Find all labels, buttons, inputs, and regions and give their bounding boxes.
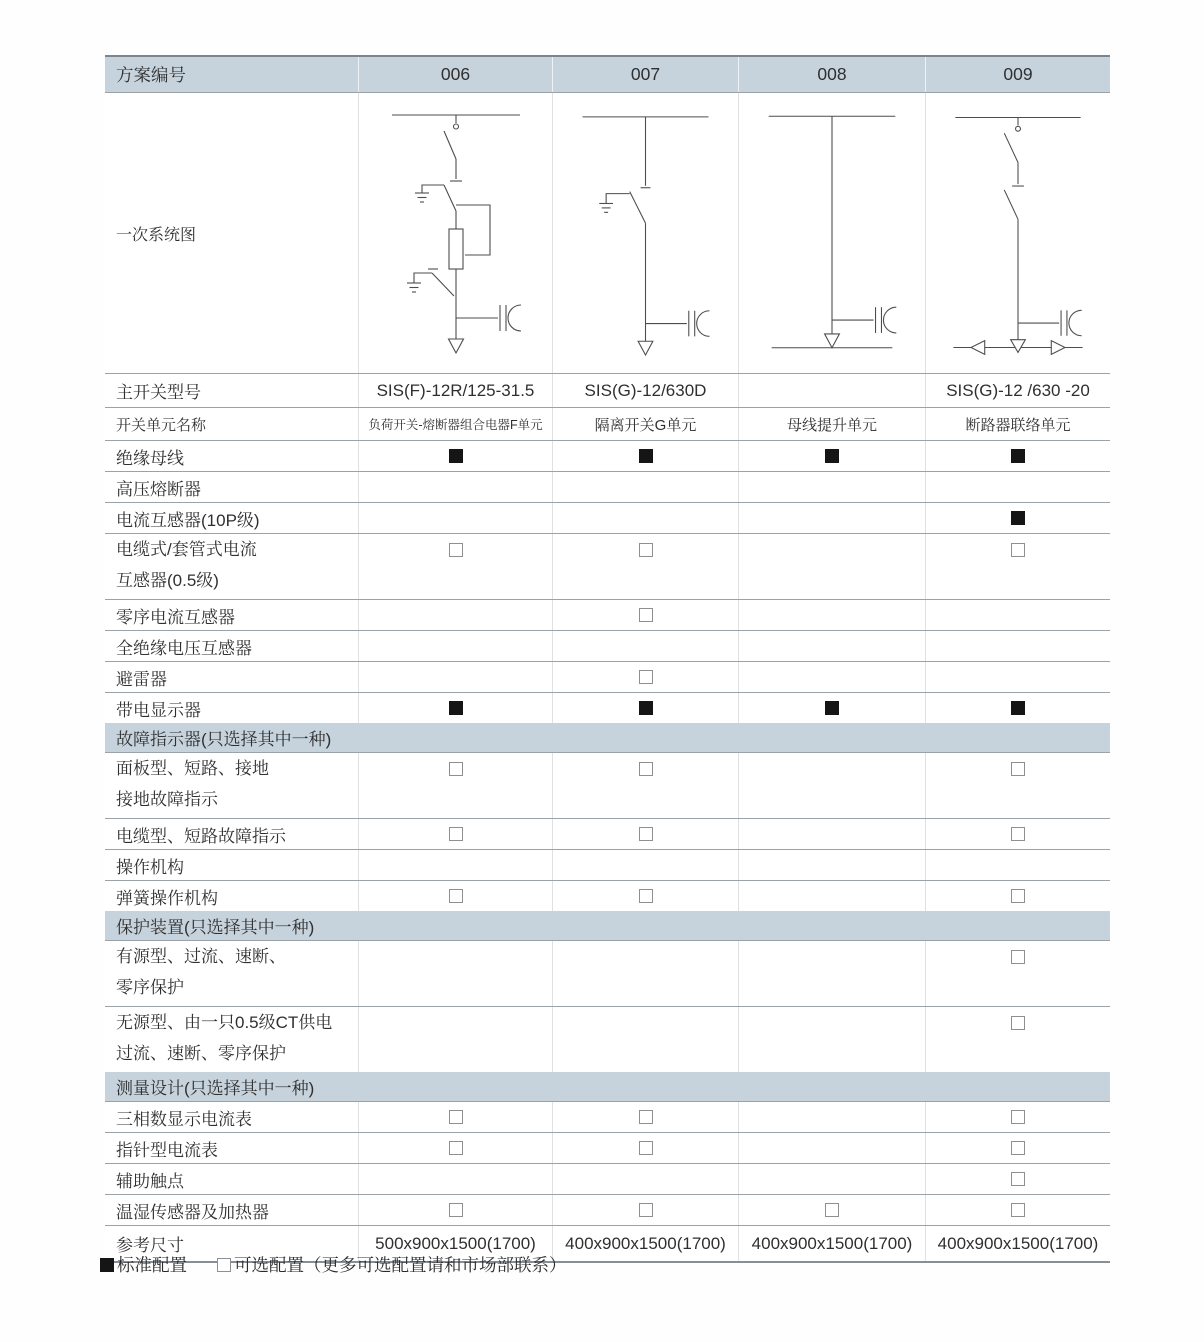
optional-config-icon [217,1258,231,1272]
optional-config-icon [449,1110,463,1124]
table-row [105,752,1110,818]
config-cell [358,1164,552,1194]
config-cell [552,753,738,818]
config-cell [738,534,925,599]
optional-config-icon [639,1203,653,1217]
table-row [105,661,1110,692]
standard-config-icon [1011,449,1025,463]
optional-config-icon [639,608,653,622]
row-label [105,1102,358,1132]
header-scheme-label: 方案编号 [116,65,186,85]
row-label-text: 电缆型、短路故障指示 [116,826,286,846]
config-cell [738,374,925,407]
row-label [105,1007,358,1072]
optional-config-icon [449,1141,463,1155]
row-label-text: 弹簧操作机构 [116,888,218,908]
section-label: 测量设计(只选择其中一种) [116,1079,315,1098]
row-label-text: 电缆式/套管式电流 [116,540,257,559]
config-cell [738,631,925,661]
header-col-008: 008 [738,57,925,92]
optional-config-label: 可选配置（更多可选配置请和市场部联系） [234,1255,567,1275]
row-label-text-line2: 零序保护 [116,978,184,997]
row-label-text: 避雷器 [116,669,167,689]
optional-config-icon [639,762,653,776]
config-cell [925,472,1110,502]
diagram-row-label: 一次系统图 [116,226,197,244]
header-col-007: 007 [552,57,738,92]
config-cell [552,1226,738,1261]
table-row [105,692,1110,723]
config-cell [358,850,552,880]
config-cell [738,693,925,723]
row-label [105,819,358,849]
cell-text: SIS(G)-12 /630 -20 [946,380,1090,400]
row-label [105,534,358,599]
row-label [105,941,358,1006]
config-cell [552,662,738,692]
table-row [105,849,1110,880]
section-label: 保护装置(只选择其中一种) [116,918,315,937]
row-label-text: 指针型电流表 [116,1140,218,1160]
config-cell [925,941,1110,1006]
config-cell [358,472,552,502]
optional-config-icon [639,543,653,557]
cell-text: 母线提升单元 [786,416,877,434]
config-cell [738,819,925,849]
config-cell [552,408,738,440]
row-label-text: 面板型、短路、接地 [116,759,269,778]
config-cell [738,408,925,440]
optional-config-icon [1011,950,1025,964]
table-row [105,880,1110,911]
config-cell [552,850,738,880]
config-cell [738,941,925,1006]
config-cell [925,881,1110,911]
config-cell [552,693,738,723]
config-cell [925,1164,1110,1194]
standard-config-icon [639,449,653,463]
config-cell [358,1007,552,1072]
one-line-diagram-006 [362,93,550,373]
cell-text: SIS(F)-12R/125-31.5 [376,380,535,400]
config-cell [358,408,552,440]
config-cell [925,1102,1110,1132]
config-cell [358,1133,552,1163]
config-cell [358,534,552,599]
row-label-text: 全绝缘电压互感器 [116,638,252,658]
standard-config-icon [1011,701,1025,715]
table-row [105,599,1110,630]
row-label [105,408,358,440]
config-cell [552,472,738,502]
row-label-text-line2: 接地故障指示 [116,790,218,809]
standard-config-icon [1011,511,1025,525]
config-cell [738,1195,925,1225]
config-cell [552,819,738,849]
legend [100,1252,567,1277]
table-row [105,940,1110,1006]
config-cell [738,1164,925,1194]
config-cell [552,1102,738,1132]
standard-config-icon [449,449,463,463]
config-cell [552,600,738,630]
row-label-text: 有源型、过流、速断、 [116,947,286,966]
config-cell [358,441,552,471]
config-cell [358,600,552,630]
optional-config-icon [1011,1141,1025,1155]
config-cell [925,1226,1110,1261]
config-cell [925,374,1110,407]
table-row [105,630,1110,661]
table-row [105,440,1110,471]
config-cell [358,1195,552,1225]
table-row [105,373,1110,407]
config-rows [105,373,1110,1261]
config-cell [738,753,925,818]
row-label-text: 带电显示器 [116,700,201,720]
row-label [105,753,358,818]
row-label [105,472,358,502]
config-cell [738,850,925,880]
row-label-text: 高压熔断器 [116,479,201,499]
cell-text: 400x900x1500(1700) [751,1233,913,1253]
row-label-text: 开关单元名称 [116,416,207,434]
row-label [105,441,358,471]
row-label-text: 电流互感器(10P级) [116,510,260,530]
row-label [105,693,358,723]
config-cell [925,441,1110,471]
optional-config-icon [1011,1110,1025,1124]
one-line-diagram-row [105,92,1110,373]
optional-config-icon [1011,762,1025,776]
row-label-text: 零序电流互感器 [116,607,235,627]
row-label [105,662,358,692]
row-label-text-line2: 互感器(0.5级) [116,571,219,590]
cell-text: 负荷开关-熔断器组合电器F单元 [368,418,543,432]
config-cell [925,1007,1110,1072]
config-cell [552,1164,738,1194]
table-row [105,533,1110,599]
optional-config-icon [825,1203,839,1217]
config-cell [925,693,1110,723]
optional-config-icon [639,1141,653,1155]
row-label [105,1195,358,1225]
header-col-006: 006 [358,57,552,92]
config-cell [925,662,1110,692]
config-cell [358,819,552,849]
row-label-text: 绝缘母线 [116,448,184,468]
cell-text: 400x900x1500(1700) [937,1233,1099,1253]
config-cell [552,534,738,599]
config-cell [925,600,1110,630]
diagram-cell-008 [738,93,925,373]
config-cell [925,819,1110,849]
table-row [105,1163,1110,1194]
section-row [105,1072,1110,1101]
optional-config-icon [639,827,653,841]
config-cell [552,503,738,533]
table-row [105,1132,1110,1163]
one-line-diagram-008 [739,93,925,373]
table-row [105,818,1110,849]
config-cell [738,600,925,630]
config-cell [925,503,1110,533]
cell-text: 隔离开关G单元 [594,416,697,434]
section-row [105,911,1110,940]
table-row [105,407,1110,440]
config-cell [925,408,1110,440]
row-label [105,1164,358,1194]
cell-text: 500x900x1500(1700) [375,1233,536,1253]
config-cell [925,1133,1110,1163]
config-cell [358,662,552,692]
scheme-config-table [105,55,1110,1263]
config-cell [738,1102,925,1132]
standard-config-icon [639,701,653,715]
table-row [105,1194,1110,1225]
diagram-cell-009 [925,93,1110,373]
config-cell [738,1226,925,1261]
config-cell [738,662,925,692]
one-line-diagram-009 [926,93,1110,373]
optional-config-icon [1011,827,1025,841]
config-cell [358,753,552,818]
optional-config-icon [639,670,653,684]
optional-config-icon [1011,1203,1025,1217]
config-cell [925,631,1110,661]
config-cell [552,441,738,471]
row-label [105,881,358,911]
row-label-text: 参考尺寸 [116,1236,184,1255]
config-cell [738,472,925,502]
cell-text: 断路器联络单元 [965,416,1071,434]
row-label [105,503,358,533]
config-cell [738,881,925,911]
table-row [105,1101,1110,1132]
optional-config-icon [639,1110,653,1124]
row-label [105,850,358,880]
config-cell [552,881,738,911]
optional-config-icon [449,827,463,841]
config-cell [925,534,1110,599]
optional-config-icon [639,889,653,903]
standard-config-icon [100,1258,114,1272]
optional-config-icon [1011,889,1025,903]
config-cell [358,693,552,723]
row-label-text: 无源型、由一只0.5级CT供电 [116,1013,333,1032]
config-cell [552,631,738,661]
standard-config-label: 标准配置 [117,1255,187,1275]
header-col-009: 009 [925,57,1110,92]
one-line-diagram-007 [553,93,738,373]
config-cell [738,441,925,471]
optional-config-icon [1011,543,1025,557]
config-cell [738,1133,925,1163]
diagram-cell-007 [552,93,738,373]
row-label-text-line2: 过流、速断、零序保护 [116,1044,286,1063]
optional-config-icon [449,543,463,557]
row-label-text: 温湿传感器及加热器 [116,1202,269,1222]
diagram-cell-006 [358,93,552,373]
cell-text: 400x900x1500(1700) [565,1233,726,1253]
config-cell [358,881,552,911]
section-label: 故障指示器(只选择其中一种) [116,730,332,749]
config-cell [738,1007,925,1072]
table-header-row [105,57,1110,92]
row-label-text: 辅助触点 [116,1171,184,1191]
row-label-text: 三相数显示电流表 [116,1109,252,1129]
cell-text: SIS(G)-12/630D [584,380,707,400]
config-cell [358,631,552,661]
config-cell [358,1102,552,1132]
config-cell [552,1195,738,1225]
optional-config-icon [449,762,463,776]
row-label [105,631,358,661]
config-cell [552,941,738,1006]
config-cell [925,753,1110,818]
config-cell [552,1007,738,1072]
config-cell [358,503,552,533]
row-label [105,600,358,630]
row-label-text: 主开关型号 [116,383,201,402]
table-row [105,502,1110,533]
optional-config-icon [449,1203,463,1217]
table-row [105,1006,1110,1072]
standard-config-icon [825,449,839,463]
table-row [105,471,1110,502]
optional-config-icon [449,889,463,903]
row-label-text: 操作机构 [116,857,184,877]
row-label [105,374,358,407]
row-label [105,1133,358,1163]
standard-config-icon [449,701,463,715]
config-cell [358,374,552,407]
config-cell [552,374,738,407]
config-cell [738,503,925,533]
optional-config-icon [1011,1016,1025,1030]
config-cell [925,850,1110,880]
section-row [105,723,1110,752]
standard-config-icon [825,701,839,715]
config-cell [358,941,552,1006]
config-cell [552,1133,738,1163]
config-cell [925,1195,1110,1225]
optional-config-icon [1011,1172,1025,1186]
